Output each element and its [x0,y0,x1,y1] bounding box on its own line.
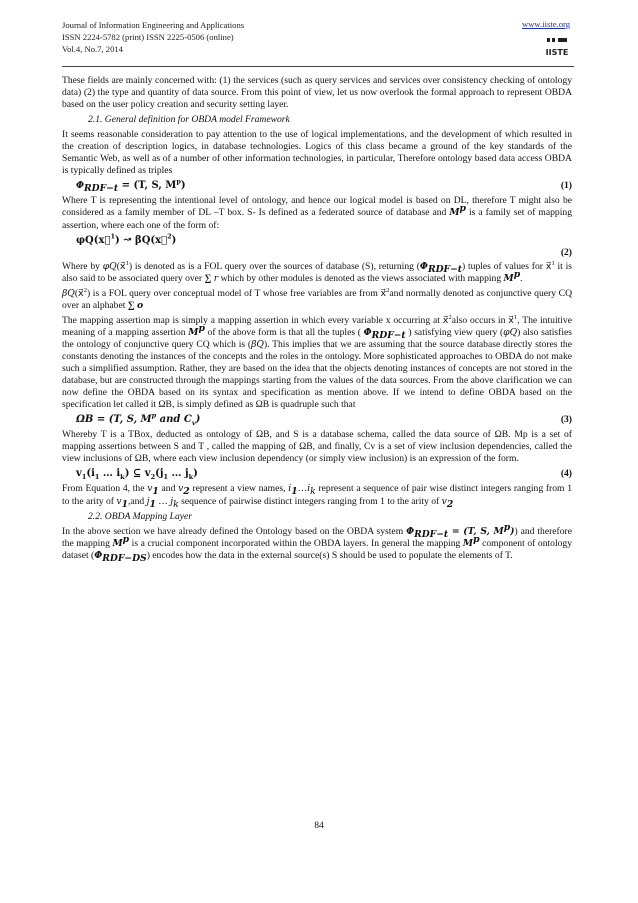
paragraph-intro: These fields are mainly concerned with: (1) the services (such as query services and services over consistency checking of ontology data) (2) the type and quantity of data source. From this point of view, let us now overlook the formal approach to represent OBDA based on the user policy creation and security setting layer. [62,75,572,111]
journal-issn: ISSN 2224-5782 (print) ISSN 2225-0506 (online) [62,32,234,42]
paragraph-from-equation-4: From Equation 4, the $v_1$ and $v_2$ represent a view names, $i_1\dots i_k$ represent a sequence of pair wise distinct integers ranging from 1 to the arity of $v_1,and$ $j_1$ … $j_k$ sequence of pairwise distinct integers ranging from 1 to the arity of $v_2$ [62,483,573,510]
iiste-logo-icon [544,34,570,60]
equation-2: φQ(x⃗$^1$) ↝ βQ(x⃗$^2$) [76,232,177,246]
equation-4: $v_1(i_1$ … $i_k$) ⊆ $v_2(j_1$ … $j_k$) (4) [76,468,572,482]
journal-title: Journal of Information Engineering and Applications [62,20,245,30]
paragraph-whereby-t: Whereby T is a TBox, deducted as ontology of ΩB, and S is a database schema, called the data source of ΩB. Mp is a set of mapping assertions between S and T , called the mapping of ΩB, and finally, Cv is a set of view inclusion dependencies, called the view inclusions of ΩB, where each view inclusion dependency (or simply view inclusion) is an expression of the form. [62,429,572,465]
equation-1: $\Phi_{RDF-t} = (T$, S, $M^p$) (1) [76,178,572,195]
equation-2-number: (2) [560,246,572,258]
journal-url-link[interactable]: www.iiste.org [522,19,570,29]
equation-1-number: (1) [560,180,572,192]
logo-text: IISTE [545,48,569,57]
section-2-2-heading: 2.2. OBDA Mapping Layer [88,510,193,522]
header-rule [62,66,574,67]
article-body [62,75,572,565]
paragraph-where-by: Where by φQ(x⃗$^1$) is denoted as is a FOL query over the sources of database (S), returning $(\Phi_{RDF-t})$ tuples of values for x⃗$^1$ it is also said to be associated query over ∑ r which by other modules is denoted as the views associated with mapping $M^p$. [62,259,572,284]
paragraph-mapping-layer: In the above section we have already defined the Ontology based on the OBDA system $\Phi_{RDF-t} = (T$, S, $M^p$)) and therefore the mapping $M^p$ is a crucial component incorporated within the OBDA layers. In general the mapping $M^p$ component of ontology dataset $(\Phi_{RDF-DS})$ encodes how the data in the external source(s) S should be used to populate the elements of T. [62,521,573,564]
paragraph-logics: It seems reasonable consideration to pay attention to the use of logical implementations, and the development of which resulted in the creation of description logics, in database technologies. Logics of this class became a ground of the key standards of the Semantic Web, as well as of a number of other information technologies, in particular, Therefore ontology based data access OBDA is typically defined as triples [62,129,572,177]
equation-4-number: (4) [560,468,572,480]
journal-volume: Vol.4, No.7, 2014 [62,44,123,54]
equation-3: ΩB = (T, S, $M^p$ and $C_v$) (3) [76,411,572,428]
paragraph-where-t: Where T is representing the intentional level of ontology, and hence our logical model is based on DL, therefore T might also be considered as a family member of DL –T box. S- Is defined as a federated source of database and $M^p$ is a family set of mapping assertion, where each one of the form of: [62,195,572,231]
paragraph-beta-q: βQ(x⃗$^2$) is a FOL query over conceptual model of T whose free variables are from x⃗$^2$and normally denoted as conjunctive query CQ over an alphabet ∑ o [62,286,572,311]
equation-3-number: (3) [560,414,572,426]
paragraph-mapping-assertion: The mapping assertion map is simply a mapping assertion in which every variable x occurring at x⃗$^2$also occurs in x⃗$^1$, The intuitive meaning of a mapping assertion $M^p$ of the above form is that all the tuples ( $\Phi_{RDF-t}$ ) satisfying view query (φQ) also satisfies the ontology of conjunctive query CQ which is (βQ). This implies that we are assuming that the source database directly stores the constants denoting the instances of the concepts and the roles in the ontology. More sophisticated approaches to OBDA do not make such a simplified assumption. Rather, they are based on the idea that the objects denoting instances of concepts are not stored in the database, but are constructed through the mappings starting from the values of the data sources. From the above clarification we can now define the OBDA based on its syntax and specification as mention above. If we intend to define OBDA based on the specification let called it ΩB, is simply defined as ΩB is quadruple such that [62,313,573,411]
section-2-1-heading: 2.1. General definition for OBDA model Framework [88,114,290,126]
page-number: 84 [314,820,324,831]
